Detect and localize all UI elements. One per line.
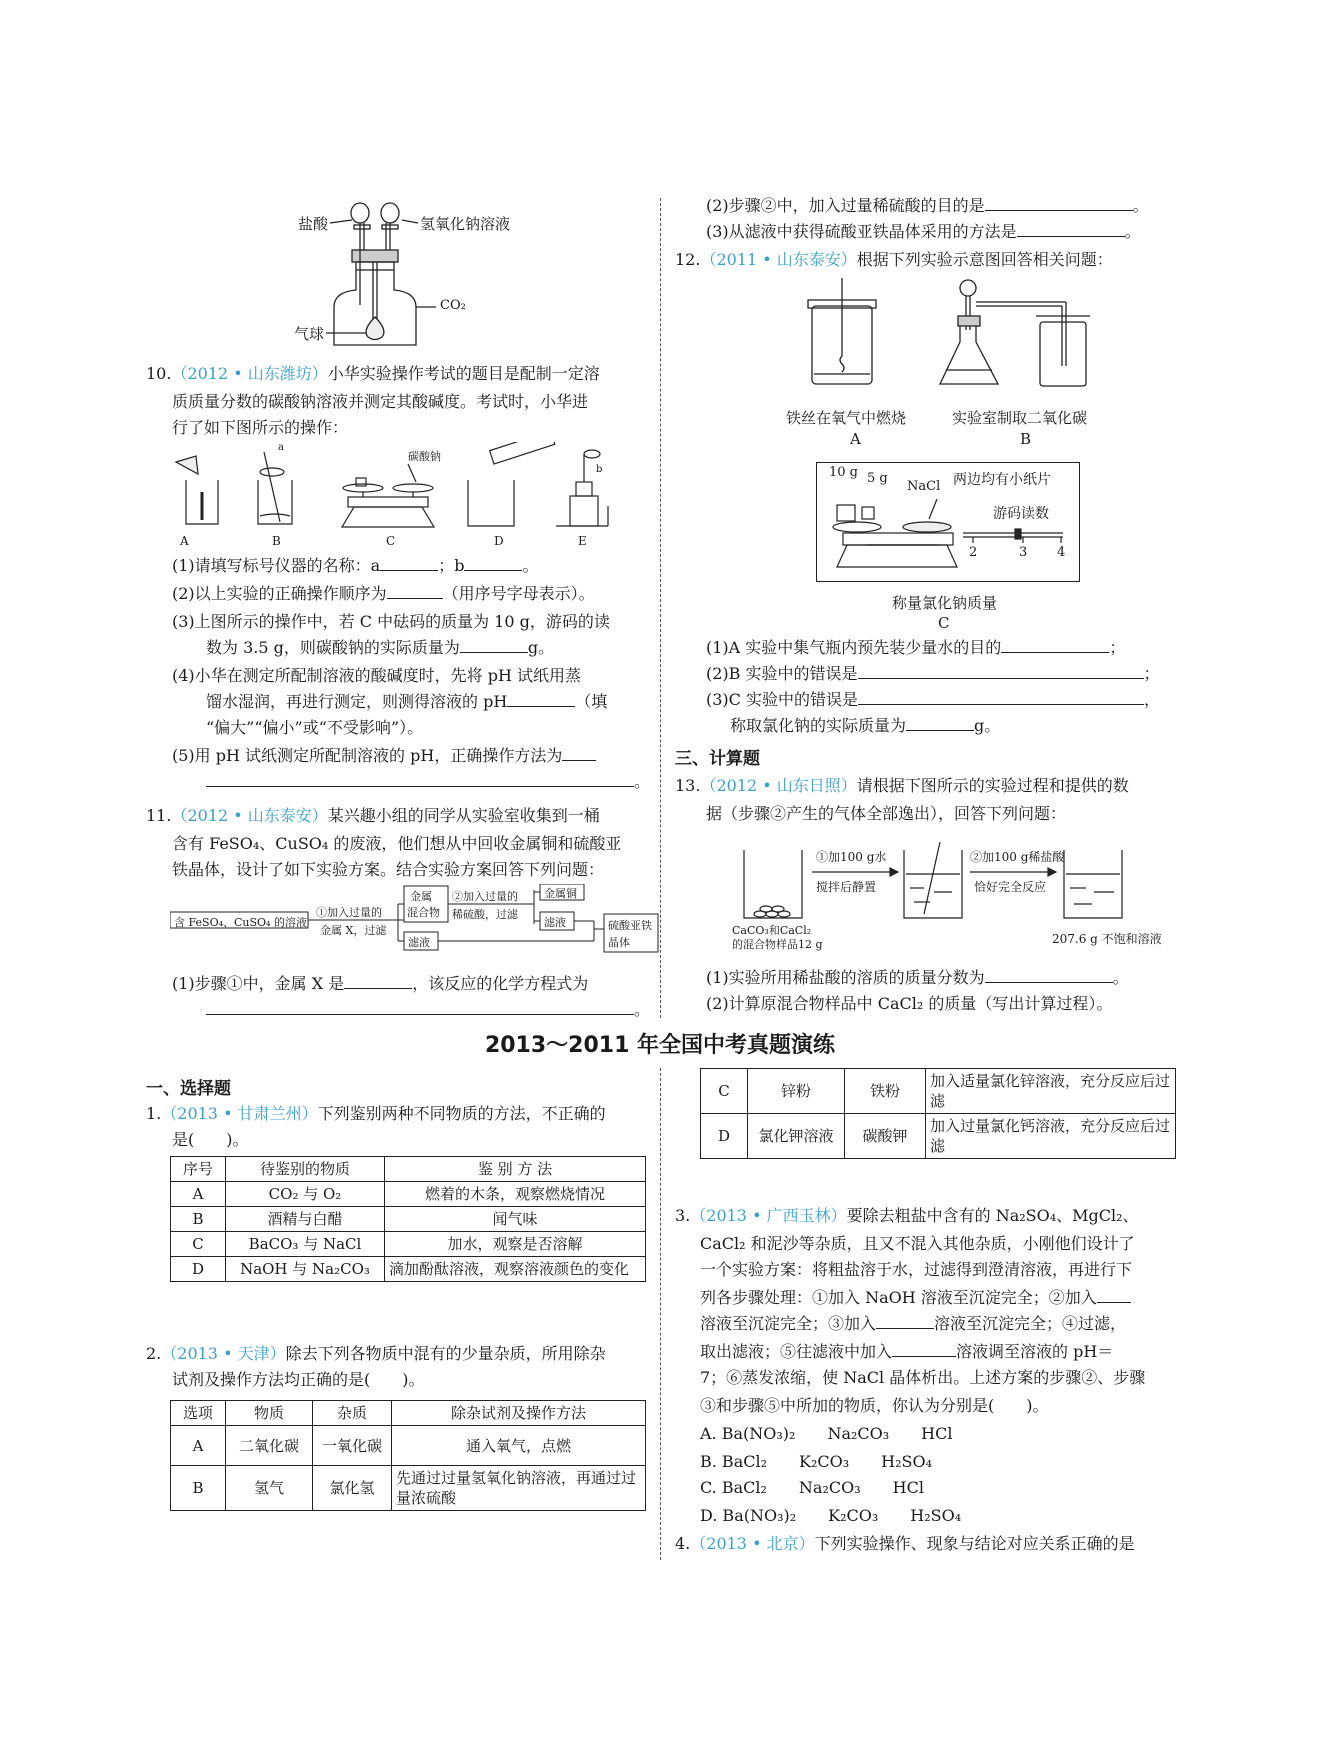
q10-figure (168, 442, 658, 550)
tick-4: 4 (1057, 545, 1066, 560)
q12-line1 (675, 250, 1113, 270)
q12-figure-ab (770, 276, 1110, 406)
flow-crystal1: 硫酸亚铁 (608, 919, 652, 932)
q11-sub3-end: 。 (1124, 222, 1141, 241)
c1-cell: B (171, 1207, 226, 1232)
c3-text5 (700, 1314, 1126, 1334)
q12-sub3-end: ， (1144, 690, 1161, 709)
q12-sub3b (730, 716, 1000, 736)
flow-metal2: 混合物 (407, 906, 440, 919)
q10-sub1-end: 。 (522, 556, 539, 575)
c2-cell: 一氧化碳 (313, 1426, 392, 1466)
q10-sub1 (172, 556, 538, 576)
weight-10g: 10 g (829, 465, 858, 480)
c4-line1 (675, 1534, 1135, 1554)
c1-table (170, 1156, 646, 1282)
table-row (171, 1182, 646, 1207)
c2-cell: 铁粉 (845, 1069, 926, 1114)
c2-table-part1 (170, 1400, 646, 1511)
q13-line1 (675, 776, 1129, 796)
c2-cell: 加入过量氯化钙溶液，充分反应后过滤 (926, 1114, 1176, 1159)
q13-mixture1: CaCO₃和CaCl₂ (732, 924, 812, 937)
q12-sub2-text: (2)B 实验中的错误是 (706, 664, 858, 683)
c3-text4 (700, 1288, 1131, 1308)
flow-metal1: 金属 (410, 890, 432, 903)
table-row (701, 1114, 1176, 1159)
q10-sub4b (206, 692, 607, 712)
c1-cell: A (171, 1182, 226, 1207)
c2-cell: 二氧化碳 (226, 1426, 313, 1466)
q10-sub4a: (4)小华在测定所配制溶液的酸碱度时，先将 pH 试纸用蒸 (172, 666, 582, 685)
q11-sub1-end: 。 (634, 1000, 651, 1019)
c1-line1 (146, 1104, 606, 1124)
c2-cell: 锌粉 (748, 1069, 845, 1114)
c2-line1 (146, 1344, 606, 1364)
q10-line1 (146, 364, 600, 384)
flow-filtrate1: 滤液 (408, 936, 430, 949)
flow-start: 含 FeSO₄、CuSO₄ 的溶液 (174, 916, 307, 929)
c1-text2: 是( )。 (172, 1130, 249, 1149)
flow-step2b: 稀硫酸，过滤 (452, 908, 518, 921)
q10-sub3a: (3)上图所示的操作中，若 C 中砝码的质量为 10 g，游码的读 (172, 612, 610, 631)
q10-text1: 小华实验操作考试的题目是配制一定溶 (327, 364, 600, 383)
q11-sub2-end: 。 (1132, 196, 1149, 215)
c4-number: 4. (675, 1534, 691, 1553)
table-header-row (171, 1157, 646, 1182)
q11-sub3-text: (3)从滤液中获得硫酸亚铁晶体采用的方法是 (706, 222, 1017, 241)
c2-cell: 氯化氢 (313, 1466, 392, 1511)
c1-source: （2013 • 甘肃兰州） (161, 1104, 318, 1123)
c2-cell: 氯化钾溶液 (748, 1114, 845, 1159)
c2-source: （2013 • 天津） (161, 1344, 286, 1363)
c3-blank-1[interactable] (1097, 1288, 1131, 1303)
q11-text3: 铁晶体，设计了如下实验方案。结合实验方案回答下列问题： (172, 860, 605, 879)
flow-step1b: 金属 X，过滤 (320, 924, 387, 937)
q12-label-c: C (938, 614, 950, 632)
apparatus-figure (290, 195, 550, 355)
label-naoh: 氢氧化钠溶液 (420, 215, 511, 233)
q13-figure (730, 842, 1160, 952)
label-nacl: NaCl (907, 479, 941, 494)
q12-figure-c (816, 462, 1080, 582)
q11-source: （2012 • 山东泰安） (171, 806, 328, 825)
flow-copper: 金属铜 (544, 887, 577, 900)
q12-sub1-end: ； (1109, 638, 1126, 657)
c2-cell: B (171, 1466, 226, 1511)
q10-fig-label-b-small: b (596, 464, 603, 475)
c3-option-b[interactable]: B. BaCl₂ K₂CO₃ H₂SO₄ (700, 1452, 933, 1471)
c1-cell: CO₂ 与 O₂ (226, 1182, 385, 1207)
label-balloon: 气球 (294, 325, 325, 343)
q10-blank-ph[interactable] (507, 692, 575, 707)
q10-blank-mass[interactable] (460, 638, 528, 653)
q10-blank-order[interactable] (387, 584, 443, 599)
section-choice: 一、选择题 (146, 1079, 231, 1099)
c1-cell: 滴加酚酞溶液，观察溶液颜色的变化 (385, 1257, 646, 1282)
q11-blank-method[interactable] (1017, 222, 1125, 237)
q10-fig-label-b: B (272, 534, 281, 548)
q10-sub2 (172, 584, 595, 604)
q10-sub3b (206, 638, 554, 658)
q10-source: （2012 • 山东潍坊） (171, 364, 328, 383)
c3-text6 (700, 1342, 1113, 1362)
c3-line1 (675, 1206, 1139, 1226)
c1-cell: C (171, 1232, 226, 1257)
q13-blank-fraction[interactable] (985, 968, 1113, 983)
q10-fig-label-d: D (494, 534, 504, 548)
c1-cell: D (171, 1257, 226, 1282)
q12-sub3-text: (3)C 实验中的错误是 (706, 690, 858, 709)
q11-blank-metal[interactable] (344, 974, 412, 989)
q12-text1: 根据下列实验示意图回答相关问题： (856, 250, 1113, 269)
q11-sub1-text: (1)步骤①中，金属 X 是 (172, 974, 345, 993)
c2-cell: 先通过过量氢氧化钠溶液，再通过过量浓硫酸 (392, 1466, 646, 1511)
q10-blank-method1[interactable] (562, 746, 596, 761)
c3-blank-3[interactable] (892, 1342, 956, 1357)
q11-sub3 (706, 222, 1141, 242)
q10-fig-label-na2co3: 碳酸钠 (408, 450, 441, 463)
label-rider: 游码读数 (993, 506, 1049, 522)
c3-source: （2013 • 广西玉林） (690, 1206, 847, 1225)
q11-sub2-text: (2)步骤②中，加入过量稀硫酸的目的是 (706, 196, 985, 215)
tick-3: 3 (1019, 545, 1028, 560)
q12-caption-c: 称量氯化钠质量 (892, 594, 998, 612)
q12-number: 12. (675, 250, 701, 269)
q13-sub1-text: (1)实验所用稀盐酸的溶质的质量分数为 (706, 968, 985, 987)
q10-text3: 行了如下图所示的操作： (172, 418, 349, 437)
table-row (171, 1232, 646, 1257)
c2-header: 选项 (171, 1401, 226, 1426)
table-row (171, 1207, 646, 1232)
q10-sub4c: “偏大”“偏小”或“不受影响”）。 (206, 718, 424, 737)
q11-line1 (146, 806, 600, 826)
q12-sub2-end: ； (1143, 664, 1160, 683)
c1-header: 序号 (171, 1157, 226, 1182)
q10-sub2-text: (2)以上实验的正确操作顺序为 (172, 584, 387, 603)
q11-sub2 (706, 196, 1149, 216)
c2-cell: A (171, 1426, 226, 1466)
q10-sub3-unit: g。 (527, 638, 555, 657)
q10-sub1-text-b: ；b (438, 556, 465, 575)
label-paper: 两边均有小纸片 (953, 472, 1051, 488)
column-divider-bottom (660, 1068, 661, 1560)
c2-cell: 通入氧气，点燃 (392, 1426, 646, 1466)
q10-blank-method2[interactable] (206, 772, 634, 787)
table-row (171, 1466, 646, 1511)
q10-sub4-text: 馏水湿润，再进行测定，则测得溶液的 pH (206, 692, 508, 711)
q13-step2a: ②加100 g稀盐酸 (970, 850, 1065, 864)
c1-cell: 燃着的木条，观察燃烧情况 (385, 1182, 646, 1207)
tick-2: 2 (969, 545, 978, 560)
q12-label-a: A (850, 430, 861, 448)
q11-text1: 某兴趣小组的同学从实验室收集到一桶 (327, 806, 600, 825)
q13-step1b: 搅拌后静置 (816, 880, 877, 894)
q10-sub5 (172, 746, 596, 766)
section-calculation: 三、计算题 (675, 749, 760, 769)
c3-text5b: 溶液至沉淀完全；④过滤， (934, 1314, 1127, 1333)
c1-header: 鉴 别 方 法 (385, 1157, 646, 1182)
c3-text6a: 取出滤液；⑤往滤液中加入 (700, 1342, 893, 1361)
q10-sub5-text: (5)用 pH 试纸测定所配制溶液的 pH，正确操作方法为 (172, 746, 563, 765)
q13-mixture2: 的混合物样品12 g (732, 938, 823, 951)
label-co2: CO₂ (440, 298, 466, 313)
c1-cell: 酒精与白醋 (226, 1207, 385, 1232)
q12-blank-error-c[interactable] (858, 690, 1144, 705)
q11-sub1b (206, 1000, 650, 1020)
c1-cell: 加水，观察是否溶解 (385, 1232, 646, 1257)
c2-header: 杂质 (313, 1401, 392, 1426)
c3-blank-2[interactable] (876, 1314, 934, 1329)
c3-text4a: 列各步骤处理：①加入 NaOH 溶液至沉淀完全；②加入 (700, 1288, 1097, 1307)
q10-sub5-end: 。 (634, 772, 651, 791)
table-row (701, 1069, 1176, 1114)
q12-blank-error-b[interactable] (858, 664, 1144, 679)
table-row (171, 1257, 646, 1282)
c2-cell: C (701, 1069, 748, 1114)
q12-caption-b: 实验室制取二氧化碳 (952, 409, 1088, 427)
c1-cell: 闻气味 (385, 1207, 646, 1232)
q11-blank-equation[interactable] (206, 1000, 634, 1015)
q13-result: 207.6 g 不饱和溶液 (1052, 932, 1162, 946)
c2-cell: 碳酸钾 (845, 1114, 926, 1159)
q12-blank-mass[interactable] (906, 716, 974, 731)
flow-step1a: ①加入过量的 (316, 906, 382, 919)
c3-number: 3. (675, 1206, 691, 1225)
q11-text2: 含有 FeSO₄、CuSO₄ 的废液，他们想从中回收金属铜和硫酸亚 (172, 834, 622, 853)
c2-table-part2 (700, 1068, 1176, 1159)
c3-text5a: 溶液至沉淀完全；③加入 (700, 1314, 877, 1333)
q10-blank-a[interactable] (380, 556, 438, 571)
q11-number: 11. (146, 806, 172, 825)
table-header-row (171, 1401, 646, 1426)
c2-text2: 试剂及操作方法均正确的是( )。 (172, 1370, 425, 1389)
q12-sub3 (706, 690, 1160, 710)
q13-number: 13. (675, 776, 701, 795)
c3-text8: ③和步骤⑤中所加的物质，你认为分别是( )。 (700, 1396, 1049, 1415)
c3-option-d[interactable]: D. Ba(NO₃)₂ K₂CO₃ H₂SO₄ (700, 1506, 962, 1525)
c1-cell: NaOH 与 Na₂CO₃ (226, 1257, 385, 1282)
q13-step2b: 恰好完全反应 (974, 880, 1047, 894)
c2-header: 物质 (226, 1401, 313, 1426)
c2-header: 除杂试剂及操作方法 (392, 1401, 646, 1426)
column-divider-top (660, 198, 661, 1018)
c3-option-c[interactable]: C. BaCl₂ Na₂CO₃ HCl (700, 1478, 924, 1497)
q12-sub2 (706, 664, 1160, 684)
q13-sub2: (2)计算原混合物样品中 CaCl₂ 的质量（写出计算过程）。 (706, 994, 1113, 1013)
q12-source: （2011 • 山东泰安） (700, 250, 857, 269)
q13-sub1 (706, 968, 1129, 988)
c3-text3: 一个实验方案：将粗盐溶于水，过滤得到澄清溶液，再进行下 (700, 1260, 1133, 1279)
q12-caption-a: 铁丝在氧气中燃烧 (786, 409, 907, 427)
q12-blank-purpose[interactable] (1001, 638, 1109, 653)
c1-cell: BaCO₃ 与 NaCl (226, 1232, 385, 1257)
q10-sub3-text: 数为 3.5 g，则碳酸钠的实际质量为 (206, 638, 460, 657)
flow-step2a: ②加入过量的 (452, 890, 518, 903)
q13-step1a: ①加100 g水 (816, 850, 887, 864)
q10-sub1-text: (1)请填写标号仪器的名称：a (172, 556, 381, 575)
c4-text1: 下列实验操作、现象与结论对应关系正确的是 (814, 1534, 1135, 1553)
q12-sub3b-unit: g。 (974, 716, 1001, 735)
q10-sub5b (206, 772, 650, 792)
c2-cell: 氢气 (226, 1466, 313, 1511)
q13-sub1-end: 。 (1112, 968, 1129, 987)
q10-fig-label-a: A (180, 534, 189, 548)
q11-sub1 (172, 974, 588, 994)
weight-5g: 5 g (867, 471, 888, 486)
flow-crystal2: 晶体 (608, 936, 630, 949)
q13-source: （2012 • 山东日照） (700, 776, 857, 795)
c2-number: 2. (146, 1344, 162, 1363)
c3-option-a[interactable]: A. Ba(NO₃)₂ Na₂CO₃ HCl (700, 1424, 953, 1443)
c3-text1: 要除去粗盐中含有的 Na₂SO₄、MgCl₂、 (846, 1206, 1139, 1225)
flow-filtrate2: 滤液 (544, 916, 566, 929)
q10-blank-b[interactable] (464, 556, 522, 571)
q13-text2: 据（步骤②产生的气体全部逸出），回答下列问题： (706, 804, 1067, 823)
c2-cell: D (701, 1114, 748, 1159)
table-row (171, 1426, 646, 1466)
c2-cell: 加入适量氯化锌溶液，充分反应后过滤 (926, 1069, 1176, 1114)
q10-number: 10. (146, 364, 172, 383)
q10-fig-label-a-small: a (278, 442, 284, 453)
q10-fig-label-e: E (578, 534, 587, 548)
q11-flowchart (170, 884, 660, 960)
c3-text2: CaCl₂ 和泥沙等杂质，且又不混入其他杂质，小刚他们设计了 (700, 1234, 1135, 1253)
q12-sub1-text: (1)A 实验中集气瓶内预先装少量水的目的 (706, 638, 1002, 657)
c1-header: 待鉴别的物质 (226, 1157, 385, 1182)
q10-sub4-fill: （填 (575, 692, 608, 711)
q11-blank-purpose[interactable] (985, 196, 1133, 211)
c1-number: 1. (146, 1104, 162, 1123)
q10-fig-label-c: C (386, 534, 396, 548)
q10-text2: 质质量分数的碳酸钠溶液并测定其酸碱度。考试时，小华进 (172, 392, 589, 411)
q10-sub2-text-b: （用序号字母表示）。 (442, 584, 595, 603)
c2-text1: 除去下列各物质中混有的少量杂质，所用除杂 (285, 1344, 606, 1363)
c1-text1: 下列鉴别两种不同物质的方法，不正确的 (317, 1104, 606, 1123)
q12-sub3b-text: 称取氯化钠的实际质量为 (730, 716, 907, 735)
c4-source: （2013 • 北京） (690, 1534, 815, 1553)
c3-text7: 7；⑥蒸发浓缩，使 NaCl 晶体析出。上述方案的步骤②、步骤 (700, 1368, 1146, 1387)
c3-text6b: 溶液调至溶液的 pH＝ (956, 1342, 1114, 1361)
q13-text1: 请根据下图所示的实验过程和提供的数 (856, 776, 1129, 795)
q11-sub1-text-b: ，该反应的化学方程式为 (412, 974, 589, 993)
q12-label-b: B (1020, 430, 1032, 448)
label-hcl: 盐酸 (298, 215, 329, 233)
section-title: 2013～2011 年全国中考真题演练 (484, 1033, 836, 1058)
q12-sub1 (706, 638, 1125, 658)
